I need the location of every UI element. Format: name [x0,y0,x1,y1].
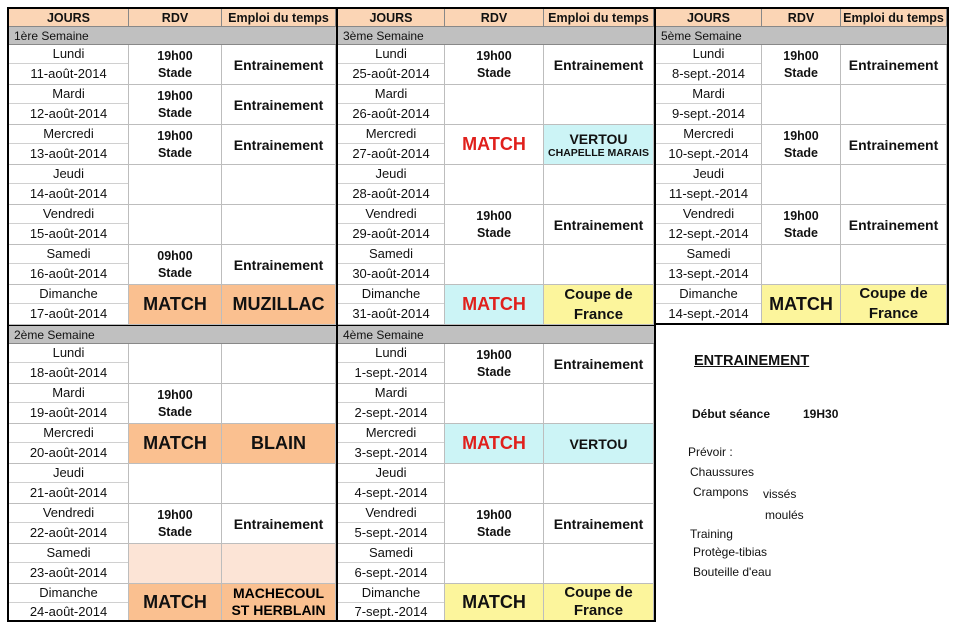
item-bouteille: Bouteille d'eau [693,565,772,579]
rdv-cell [445,85,544,125]
emploi-cell: Entrainement [222,45,336,85]
day-cell: Jeudi 4-sept.-2014 [338,464,445,504]
emploi-cell: Entrainement [544,344,654,384]
header-jours: JOURS [656,9,762,27]
opponent-cell: BLAIN [222,424,336,464]
week-label: 1ère Semaine [9,27,336,45]
header-emploi: Emploi du temps [841,9,947,27]
emploi-cell [544,384,654,424]
rdv-cell [129,544,222,584]
item-visses: vissés [763,487,797,501]
day-cell: Dimanche 31-août-2014 [338,285,445,325]
header-jours: JOURS [9,9,129,27]
rdv-cell: 19h00 Stade [762,45,841,85]
day-cell: Mardi 9-sept.-2014 [656,85,762,125]
prevoir-label: Prévoir : [688,445,733,459]
notes-title: ENTRAINEMENT [694,353,810,369]
opponent-cell: MUZILLAC [222,285,336,325]
item-chaussures: Chaussures [690,465,755,479]
rdv-cell [445,245,544,285]
schedule-block-weeks-3-4 [338,7,656,622]
rdv-cell [129,464,222,504]
debut-label: Début séance [692,407,771,421]
day-cell: Samedi 16-août-2014 [9,245,129,285]
schedule-block-week-5 [656,7,949,325]
rdv-cell: 19h00 Stade [445,504,544,544]
rdv-cell: 19h00 Stade [762,205,841,245]
match-cell: MATCH [445,424,544,464]
day-cell: Mercredi 10-sept.-2014 [656,125,762,165]
emploi-cell: Entrainement [544,504,654,544]
header-rdv: RDV [762,9,841,27]
emploi-cell: Entrainement [841,45,947,85]
rdv-cell: 19h00 Stade [762,125,841,165]
day-cell: Dimanche 7-sept.-2014 [338,584,445,620]
match-cell: MATCH [762,285,841,323]
day-cell: Jeudi 28-août-2014 [338,165,445,205]
day-cell: Mercredi 20-août-2014 [9,424,129,464]
opponent-cell: Coupe de France [544,285,654,325]
rdv-cell [129,205,222,245]
opponent-cell: Coupe de France [544,584,654,620]
rdv-cell [129,165,222,205]
header-emploi: Emploi du temps [544,9,654,27]
day-cell: Lundi 1-sept.-2014 [338,344,445,384]
day-cell: Lundi 11-août-2014 [9,45,129,85]
emploi-cell [222,464,336,504]
day-cell: Samedi 6-sept.-2014 [338,544,445,584]
emploi-cell: Entrainement [841,125,947,165]
header-rdv: RDV [129,9,222,27]
day-cell: Lundi 25-août-2014 [338,45,445,85]
day-cell: Samedi 23-août-2014 [9,544,129,584]
rdv-cell: 19h00 Stade [445,45,544,85]
rdv-cell [445,544,544,584]
day-cell: Mardi 26-août-2014 [338,85,445,125]
day-cell: Mercredi 13-août-2014 [9,125,129,165]
rdv-cell: 19h00 Stade [129,384,222,424]
day-cell: Dimanche 14-sept.-2014 [656,285,762,323]
rdv-cell: 09h00 Stade [129,245,222,285]
opponent-cell: VERTOU CHAPELLE MARAIS [544,125,654,165]
rdv-cell: 19h00 Stade [445,344,544,384]
match-cell: MATCH [129,424,222,464]
emploi-cell [222,165,336,205]
header-rdv: RDV [445,9,544,27]
day-cell: Vendredi 22-août-2014 [9,504,129,544]
week-label: 2ème Semaine [9,325,336,344]
rdv-cell [762,245,841,285]
day-cell: Jeudi 11-sept.-2014 [656,165,762,205]
day-cell: Jeudi 21-août-2014 [9,464,129,504]
debut-time: 19H30 [803,407,839,421]
day-cell: Vendredi 5-sept.-2014 [338,504,445,544]
match-cell: MATCH [129,285,222,325]
week-label: 4ème Semaine [338,325,654,344]
schedule-block-weeks-1-2 [7,7,338,622]
rdv-cell: 19h00 Stade [445,205,544,245]
emploi-cell: Entrainement [222,85,336,125]
rdv-cell [762,85,841,125]
emploi-cell: Entrainement [222,504,336,544]
header-emploi: Emploi du temps [222,9,336,27]
week-label: 3ème Semaine [338,27,654,45]
day-cell: Lundi 8-sept.-2014 [656,45,762,85]
day-cell: Vendredi 15-août-2014 [9,205,129,245]
day-cell: Mardi 2-sept.-2014 [338,384,445,424]
rdv-cell: 19h00 Stade [129,85,222,125]
day-cell: Lundi 18-août-2014 [9,344,129,384]
header-jours: JOURS [338,9,445,27]
day-cell: Mercredi 27-août-2014 [338,125,445,165]
day-cell: Mardi 12-août-2014 [9,85,129,125]
rdv-cell [129,344,222,384]
day-cell: Mercredi 3-sept.-2014 [338,424,445,464]
match-cell: MATCH [445,125,544,165]
emploi-cell: Entrainement [841,205,947,245]
emploi-cell: Entrainement [544,205,654,245]
emploi-cell [544,165,654,205]
emploi-cell [544,85,654,125]
day-cell: Vendredi 12-sept.-2014 [656,205,762,245]
emploi-cell [222,344,336,384]
rdv-cell [762,165,841,205]
opponent-cell: MACHECOUL ST HERBLAIN [222,584,336,620]
day-cell: Mardi 19-août-2014 [9,384,129,424]
item-training: Training [690,527,733,541]
match-cell: MATCH [445,285,544,325]
rdv-cell [445,384,544,424]
day-cell: Vendredi 29-août-2014 [338,205,445,245]
day-cell: Samedi 13-sept.-2014 [656,245,762,285]
match-cell: MATCH [129,584,222,620]
rdv-cell: 19h00 Stade [129,504,222,544]
match-cell: MATCH [445,584,544,620]
emploi-cell [544,464,654,504]
item-protege-tibias: Protège-tibias [693,545,768,559]
day-cell: Samedi 30-août-2014 [338,245,445,285]
emploi-cell: Entrainement [544,45,654,85]
item-moules: moulés [765,508,804,522]
emploi-cell [841,245,947,285]
emploi-cell: Entrainement [222,125,336,165]
day-cell: Dimanche 17-août-2014 [9,285,129,325]
rdv-cell: 19h00 Stade [129,45,222,85]
day-cell: Dimanche 24-août-2014 [9,584,129,620]
emploi-cell [222,544,336,584]
day-cell: Jeudi 14-août-2014 [9,165,129,205]
rdv-cell [445,165,544,205]
rdv-cell [445,464,544,504]
emploi-cell [841,85,947,125]
opponent-cell: Coupe de France [841,285,947,323]
week-label: 5ème Semaine [656,27,947,45]
emploi-cell [544,245,654,285]
rdv-cell: 19h00 Stade [129,125,222,165]
emploi-cell [841,165,947,205]
item-crampons: Crampons [693,485,749,499]
emploi-cell [544,544,654,584]
emploi-cell [222,205,336,245]
emploi-cell: Entrainement [222,245,336,285]
emploi-cell [222,384,336,424]
opponent-cell: VERTOU [544,424,654,464]
